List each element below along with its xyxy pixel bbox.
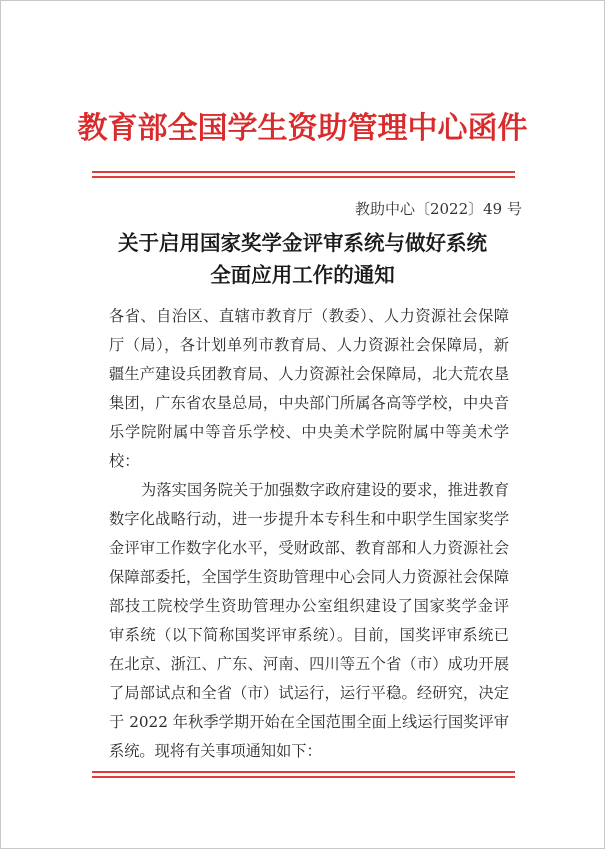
paragraph-line: 于 2022 年秋季学期开始在全国范围全面上线运行国奖评审 [109, 713, 509, 731]
addressee-line: 校： [109, 452, 140, 470]
footer-rule-upper [92, 771, 515, 773]
paragraph-line: 审系统（以下简称国奖评审系统）。目前，国奖评审系统已 [109, 626, 509, 644]
paragraph-line: 系统。现将有关事项通知如下： [109, 742, 322, 760]
document-number: 教助中心〔2022〕49 号 [354, 200, 522, 218]
paragraph-line: 数字化战略行动，进一步提升本专科生和中职学生国家奖学 [109, 510, 509, 528]
addressee-line: 厅（局），各计划单列市教育局、人力资源社会保障局，新 [109, 336, 509, 354]
paragraph-line: 部技工院校学生资助管理办公室组织建设了国家奖学金评 [109, 597, 509, 615]
document-title-line-2: 全面应用工作的通知 [210, 263, 395, 287]
addressee-line: 乐学院附属中等音乐学校、中央美术学院附属中等美术学 [109, 423, 509, 441]
letterhead-title: 教育部全国学生资助管理中心函件 [77, 111, 528, 146]
footer-rule-lower [92, 776, 515, 778]
paragraph-line: 在北京、浙江、广东、河南、四川等五个省（市）成功开展 [109, 655, 509, 673]
document-title-line-1: 关于启用国家奖学金评审系统与做好系统 [118, 231, 487, 255]
paragraph-line: 保障部委托，全国学生资助管理中心会同人力资源社会保障 [109, 568, 509, 586]
paragraph-line: 了局部试点和全省（市）试运行，运行平稳。经研究，决定 [109, 684, 509, 702]
paragraph-line: 为落实国务院关于加强数字政府建设的要求，推进教育 [141, 481, 509, 499]
letterhead-rule-upper [92, 171, 515, 173]
addressee-line: 各省、自治区、直辖市教育厅（教委）、人力资源社会保障 [109, 307, 509, 325]
letterhead-rule-lower [92, 176, 515, 178]
paragraph-line: 金评审工作数字化水平，受财政部、教育部和人力资源社会 [109, 539, 509, 557]
addressee-line: 疆生产建设兵团教育局、人力资源社会保障局，北大荒农垦 [109, 365, 509, 383]
addressee-line: 集团，广东省农垦总局，中央部门所属各高等学校，中央音 [109, 394, 509, 412]
